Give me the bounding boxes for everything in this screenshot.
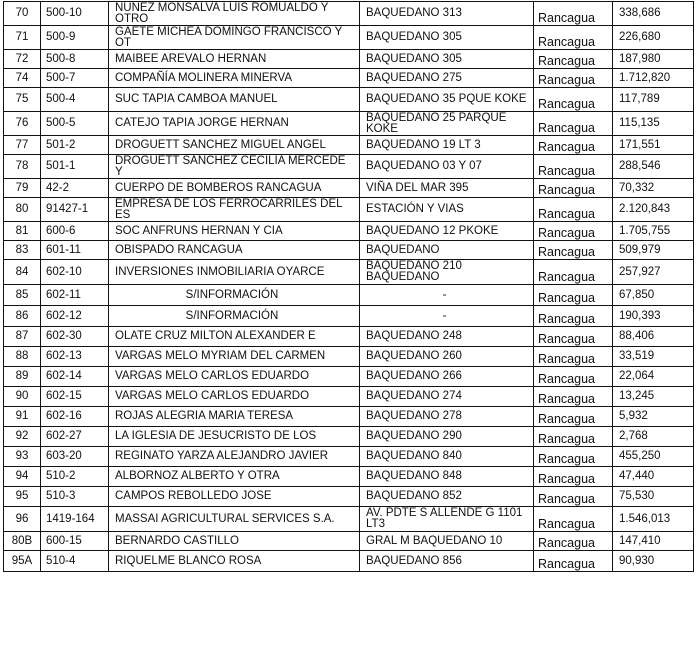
row-number: 87 xyxy=(4,327,41,347)
rol-cell: 500-7 xyxy=(41,69,109,88)
value-cell: 187,980 xyxy=(613,50,694,69)
address-cell: BAQUEDANO 275 xyxy=(360,69,534,88)
owner-cell: EMPRESA DE LOS FERROCARRILES DEL ES xyxy=(109,198,360,222)
table-row xyxy=(4,507,694,532)
value-cell: 33,519 xyxy=(613,347,694,367)
rol-cell: 602-11 xyxy=(41,285,109,306)
value-cell: 257,927 xyxy=(613,260,694,285)
owner-cell: CUERPO DE BOMBEROS RANCAGUA xyxy=(109,179,360,198)
table-body xyxy=(4,2,694,572)
table-row xyxy=(4,112,694,136)
owner-cell: DROGUETT SANCHEZ MIGUEL ANGEL xyxy=(109,136,360,155)
owner-cell: CATEJO TAPIA JORGE HERNAN xyxy=(109,112,360,136)
table-row xyxy=(4,347,694,367)
rol-cell: 602-27 xyxy=(41,427,109,447)
value-cell: 2,768 xyxy=(613,427,694,447)
address-cell: BAQUEDANO 35 PQUE KOKE xyxy=(360,88,534,112)
address-cell: BAQUEDANO 210 BAQUEDANO xyxy=(360,260,534,285)
city-cell: Rancagua xyxy=(534,2,613,26)
table-row xyxy=(4,407,694,427)
value-cell: 70,332 xyxy=(613,179,694,198)
value-cell: 509,979 xyxy=(613,241,694,260)
address-cell: BAQUEDANO 19 LT 3 xyxy=(360,136,534,155)
value-cell: 90,930 xyxy=(613,551,694,572)
address-cell: BAQUEDANO 305 xyxy=(360,26,534,50)
address-cell: BAQUEDANO 840 xyxy=(360,447,534,467)
value-cell: 1.705,755 xyxy=(613,222,694,241)
table-row xyxy=(4,241,694,260)
owner-cell: VARGAS MELO CARLOS EDUARDO xyxy=(109,367,360,387)
row-number: 86 xyxy=(4,306,41,327)
rol-cell: 602-16 xyxy=(41,407,109,427)
address-cell: BAQUEDANO 305 xyxy=(360,50,534,69)
value-cell: 75,530 xyxy=(613,487,694,507)
owner-cell: NUNEZ MONSALVA LUIS ROMUALDO Y OTRO xyxy=(109,2,360,26)
city-cell: Rancagua xyxy=(534,367,613,387)
table-row xyxy=(4,136,694,155)
rol-cell: 602-12 xyxy=(41,306,109,327)
row-number: 74 xyxy=(4,69,41,88)
value-cell: 67,850 xyxy=(613,285,694,306)
table-row xyxy=(4,427,694,447)
row-number: 83 xyxy=(4,241,41,260)
row-number: 80 xyxy=(4,198,41,222)
table-row xyxy=(4,26,694,50)
value-cell: 1.712,820 xyxy=(613,69,694,88)
city-cell: Rancagua xyxy=(534,136,613,155)
value-cell: 455,250 xyxy=(613,447,694,467)
rol-cell: 500-5 xyxy=(41,112,109,136)
address-cell: AV. PDTE S ALLENDE G 1101 LT3 xyxy=(360,507,534,532)
address-cell: BAQUEDANO 260 xyxy=(360,347,534,367)
row-number: 85 xyxy=(4,285,41,306)
value-cell: 288,546 xyxy=(613,155,694,179)
city-cell: Rancagua xyxy=(534,447,613,467)
rol-cell: 510-4 xyxy=(41,551,109,572)
table-row xyxy=(4,367,694,387)
value-cell: 338,686 xyxy=(613,2,694,26)
row-number: 88 xyxy=(4,347,41,367)
table-row xyxy=(4,306,694,327)
value-cell: 1.546,013 xyxy=(613,507,694,532)
row-number: 92 xyxy=(4,427,41,447)
address-cell: BAQUEDANO 03 Y 07 xyxy=(360,155,534,179)
owner-cell: SUC TAPIA CAMBOA MANUEL xyxy=(109,88,360,112)
owner-cell: CAMPOS REBOLLEDO JOSE xyxy=(109,487,360,507)
row-number: 80B xyxy=(4,532,41,551)
value-cell: 47,440 xyxy=(613,467,694,487)
rol-cell: 501-1 xyxy=(41,155,109,179)
rol-cell: 602-30 xyxy=(41,327,109,347)
address-cell: GRAL M BAQUEDANO 10 xyxy=(360,532,534,551)
address-cell: BAQUEDANO 290 xyxy=(360,427,534,447)
address-cell: VIÑA DEL MAR 395 xyxy=(360,179,534,198)
address-cell: BAQUEDANO 278 xyxy=(360,407,534,427)
city-cell: Rancagua xyxy=(534,26,613,50)
city-cell: Rancagua xyxy=(534,222,613,241)
row-number: 76 xyxy=(4,112,41,136)
owner-cell: GAETE MICHEA DOMINGO FRANCISCO Y OT xyxy=(109,26,360,50)
table-row xyxy=(4,487,694,507)
owner-cell: BERNARDO CASTILLO xyxy=(109,532,360,551)
owner-cell: RIQUELME BLANCO ROSA xyxy=(109,551,360,572)
owner-cell: MASSAI AGRICULTURAL SERVICES S.A. xyxy=(109,507,360,532)
owner-cell: ROJAS ALEGRIA MARIA TERESA xyxy=(109,407,360,427)
city-cell: Rancagua xyxy=(534,112,613,136)
owner-cell: SOC ANFRUNS HERNAN Y CIA xyxy=(109,222,360,241)
table-row xyxy=(4,467,694,487)
row-number: 78 xyxy=(4,155,41,179)
value-cell: 88,406 xyxy=(613,327,694,347)
rol-cell: 601-11 xyxy=(41,241,109,260)
owner-cell: S/INFORMACIÓN xyxy=(109,306,360,327)
row-number: 84 xyxy=(4,260,41,285)
owner-cell: ALBORNOZ ALBERTO Y OTRA xyxy=(109,467,360,487)
owner-cell: MAIBEE AREVALO HERNAN xyxy=(109,50,360,69)
owner-cell: LA IGLESIA DE JESUCRISTO DE LOS xyxy=(109,427,360,447)
rol-cell: 500-8 xyxy=(41,50,109,69)
address-cell: - xyxy=(360,306,534,327)
value-cell: 147,410 xyxy=(613,532,694,551)
owner-cell: DROGUETT SANCHEZ CECILIA MERCEDE Y xyxy=(109,155,360,179)
table-row xyxy=(4,260,694,285)
rol-cell: 600-15 xyxy=(41,532,109,551)
value-cell: 2.120,843 xyxy=(613,198,694,222)
city-cell: Rancagua xyxy=(534,69,613,88)
value-cell: 5,932 xyxy=(613,407,694,427)
rol-cell: 600-6 xyxy=(41,222,109,241)
rol-cell: 602-10 xyxy=(41,260,109,285)
address-cell: BAQUEDANO 852 xyxy=(360,487,534,507)
value-cell: 117,789 xyxy=(613,88,694,112)
address-cell: BAQUEDANO 12 PKOKE xyxy=(360,222,534,241)
table-row xyxy=(4,387,694,407)
address-cell: BAQUEDANO 856 xyxy=(360,551,534,572)
value-cell: 13,245 xyxy=(613,387,694,407)
table-row xyxy=(4,222,694,241)
row-number: 72 xyxy=(4,50,41,69)
owner-cell: OBISPADO RANCAGUA xyxy=(109,241,360,260)
table-row xyxy=(4,2,694,26)
rol-cell: 501-2 xyxy=(41,136,109,155)
city-cell: Rancagua xyxy=(534,88,613,112)
table-row xyxy=(4,155,694,179)
row-number: 75 xyxy=(4,88,41,112)
row-number: 95 xyxy=(4,487,41,507)
row-number: 77 xyxy=(4,136,41,155)
owner-cell: S/INFORMACIÓN xyxy=(109,285,360,306)
row-number: 91 xyxy=(4,407,41,427)
address-cell: ESTACIÓN Y VIAS xyxy=(360,198,534,222)
city-cell: Rancagua xyxy=(534,306,613,327)
value-cell: 226,680 xyxy=(613,26,694,50)
address-cell: BAQUEDANO 313 xyxy=(360,2,534,26)
rol-cell: 603-20 xyxy=(41,447,109,467)
address-cell: BAQUEDANO 266 xyxy=(360,367,534,387)
row-number: 81 xyxy=(4,222,41,241)
row-number: 79 xyxy=(4,179,41,198)
row-number: 94 xyxy=(4,467,41,487)
city-cell: Rancagua xyxy=(534,155,613,179)
city-cell: Rancagua xyxy=(534,407,613,427)
city-cell: Rancagua xyxy=(534,241,613,260)
address-cell: BAQUEDANO xyxy=(360,241,534,260)
rol-cell: 500-4 xyxy=(41,88,109,112)
city-cell: Rancagua xyxy=(534,198,613,222)
row-number: 70 xyxy=(4,2,41,26)
owner-cell: COMPAÑÍA MOLINERA MINERVA xyxy=(109,69,360,88)
table-row xyxy=(4,50,694,69)
city-cell: Rancagua xyxy=(534,50,613,69)
value-cell: 171,551 xyxy=(613,136,694,155)
owner-cell: REGINATO YARZA ALEJANDRO JAVIER xyxy=(109,447,360,467)
city-cell: Rancagua xyxy=(534,179,613,198)
address-cell: - xyxy=(360,285,534,306)
rol-cell: 42-2 xyxy=(41,179,109,198)
row-number: 96 xyxy=(4,507,41,532)
city-cell: Rancagua xyxy=(534,260,613,285)
city-cell: Rancagua xyxy=(534,347,613,367)
rol-cell: 602-14 xyxy=(41,367,109,387)
owner-cell: VARGAS MELO CARLOS EDUARDO xyxy=(109,387,360,407)
rol-cell: 602-13 xyxy=(41,347,109,367)
city-cell: Rancagua xyxy=(534,551,613,572)
value-cell: 115,135 xyxy=(613,112,694,136)
city-cell: Rancagua xyxy=(534,285,613,306)
rol-cell: 91427-1 xyxy=(41,198,109,222)
row-number: 89 xyxy=(4,367,41,387)
table-row xyxy=(4,88,694,112)
row-number: 93 xyxy=(4,447,41,467)
city-cell: Rancagua xyxy=(534,387,613,407)
address-cell: BAQUEDANO 25 PARQUE KOKE xyxy=(360,112,534,136)
rol-cell: 500-9 xyxy=(41,26,109,50)
table-row xyxy=(4,551,694,572)
row-number: 95A xyxy=(4,551,41,572)
table-row xyxy=(4,447,694,467)
row-number: 90 xyxy=(4,387,41,407)
address-cell: BAQUEDANO 848 xyxy=(360,467,534,487)
city-cell: Rancagua xyxy=(534,487,613,507)
table-row xyxy=(4,285,694,306)
owner-cell: INVERSIONES INMOBILIARIA OYARCE xyxy=(109,260,360,285)
address-cell: BAQUEDANO 274 xyxy=(360,387,534,407)
table-row xyxy=(4,532,694,551)
rol-cell: 510-2 xyxy=(41,467,109,487)
rol-cell: 602-15 xyxy=(41,387,109,407)
city-cell: Rancagua xyxy=(534,507,613,532)
value-cell: 190,393 xyxy=(613,306,694,327)
value-cell: 22,064 xyxy=(613,367,694,387)
table-row xyxy=(4,179,694,198)
rol-cell: 1419-164 xyxy=(41,507,109,532)
owner-cell: VARGAS MELO MYRIAM DEL CARMEN xyxy=(109,347,360,367)
city-cell: Rancagua xyxy=(534,532,613,551)
owner-cell: OLATE CRUZ MILTON ALEXANDER E xyxy=(109,327,360,347)
table-row xyxy=(4,69,694,88)
rol-cell: 500-10 xyxy=(41,2,109,26)
city-cell: Rancagua xyxy=(534,467,613,487)
city-cell: Rancagua xyxy=(534,427,613,447)
row-number: 71 xyxy=(4,26,41,50)
rol-cell: 510-3 xyxy=(41,487,109,507)
property-table xyxy=(3,1,694,572)
address-cell: BAQUEDANO 248 xyxy=(360,327,534,347)
city-cell: Rancagua xyxy=(534,327,613,347)
table-row xyxy=(4,327,694,347)
table-row xyxy=(4,198,694,222)
